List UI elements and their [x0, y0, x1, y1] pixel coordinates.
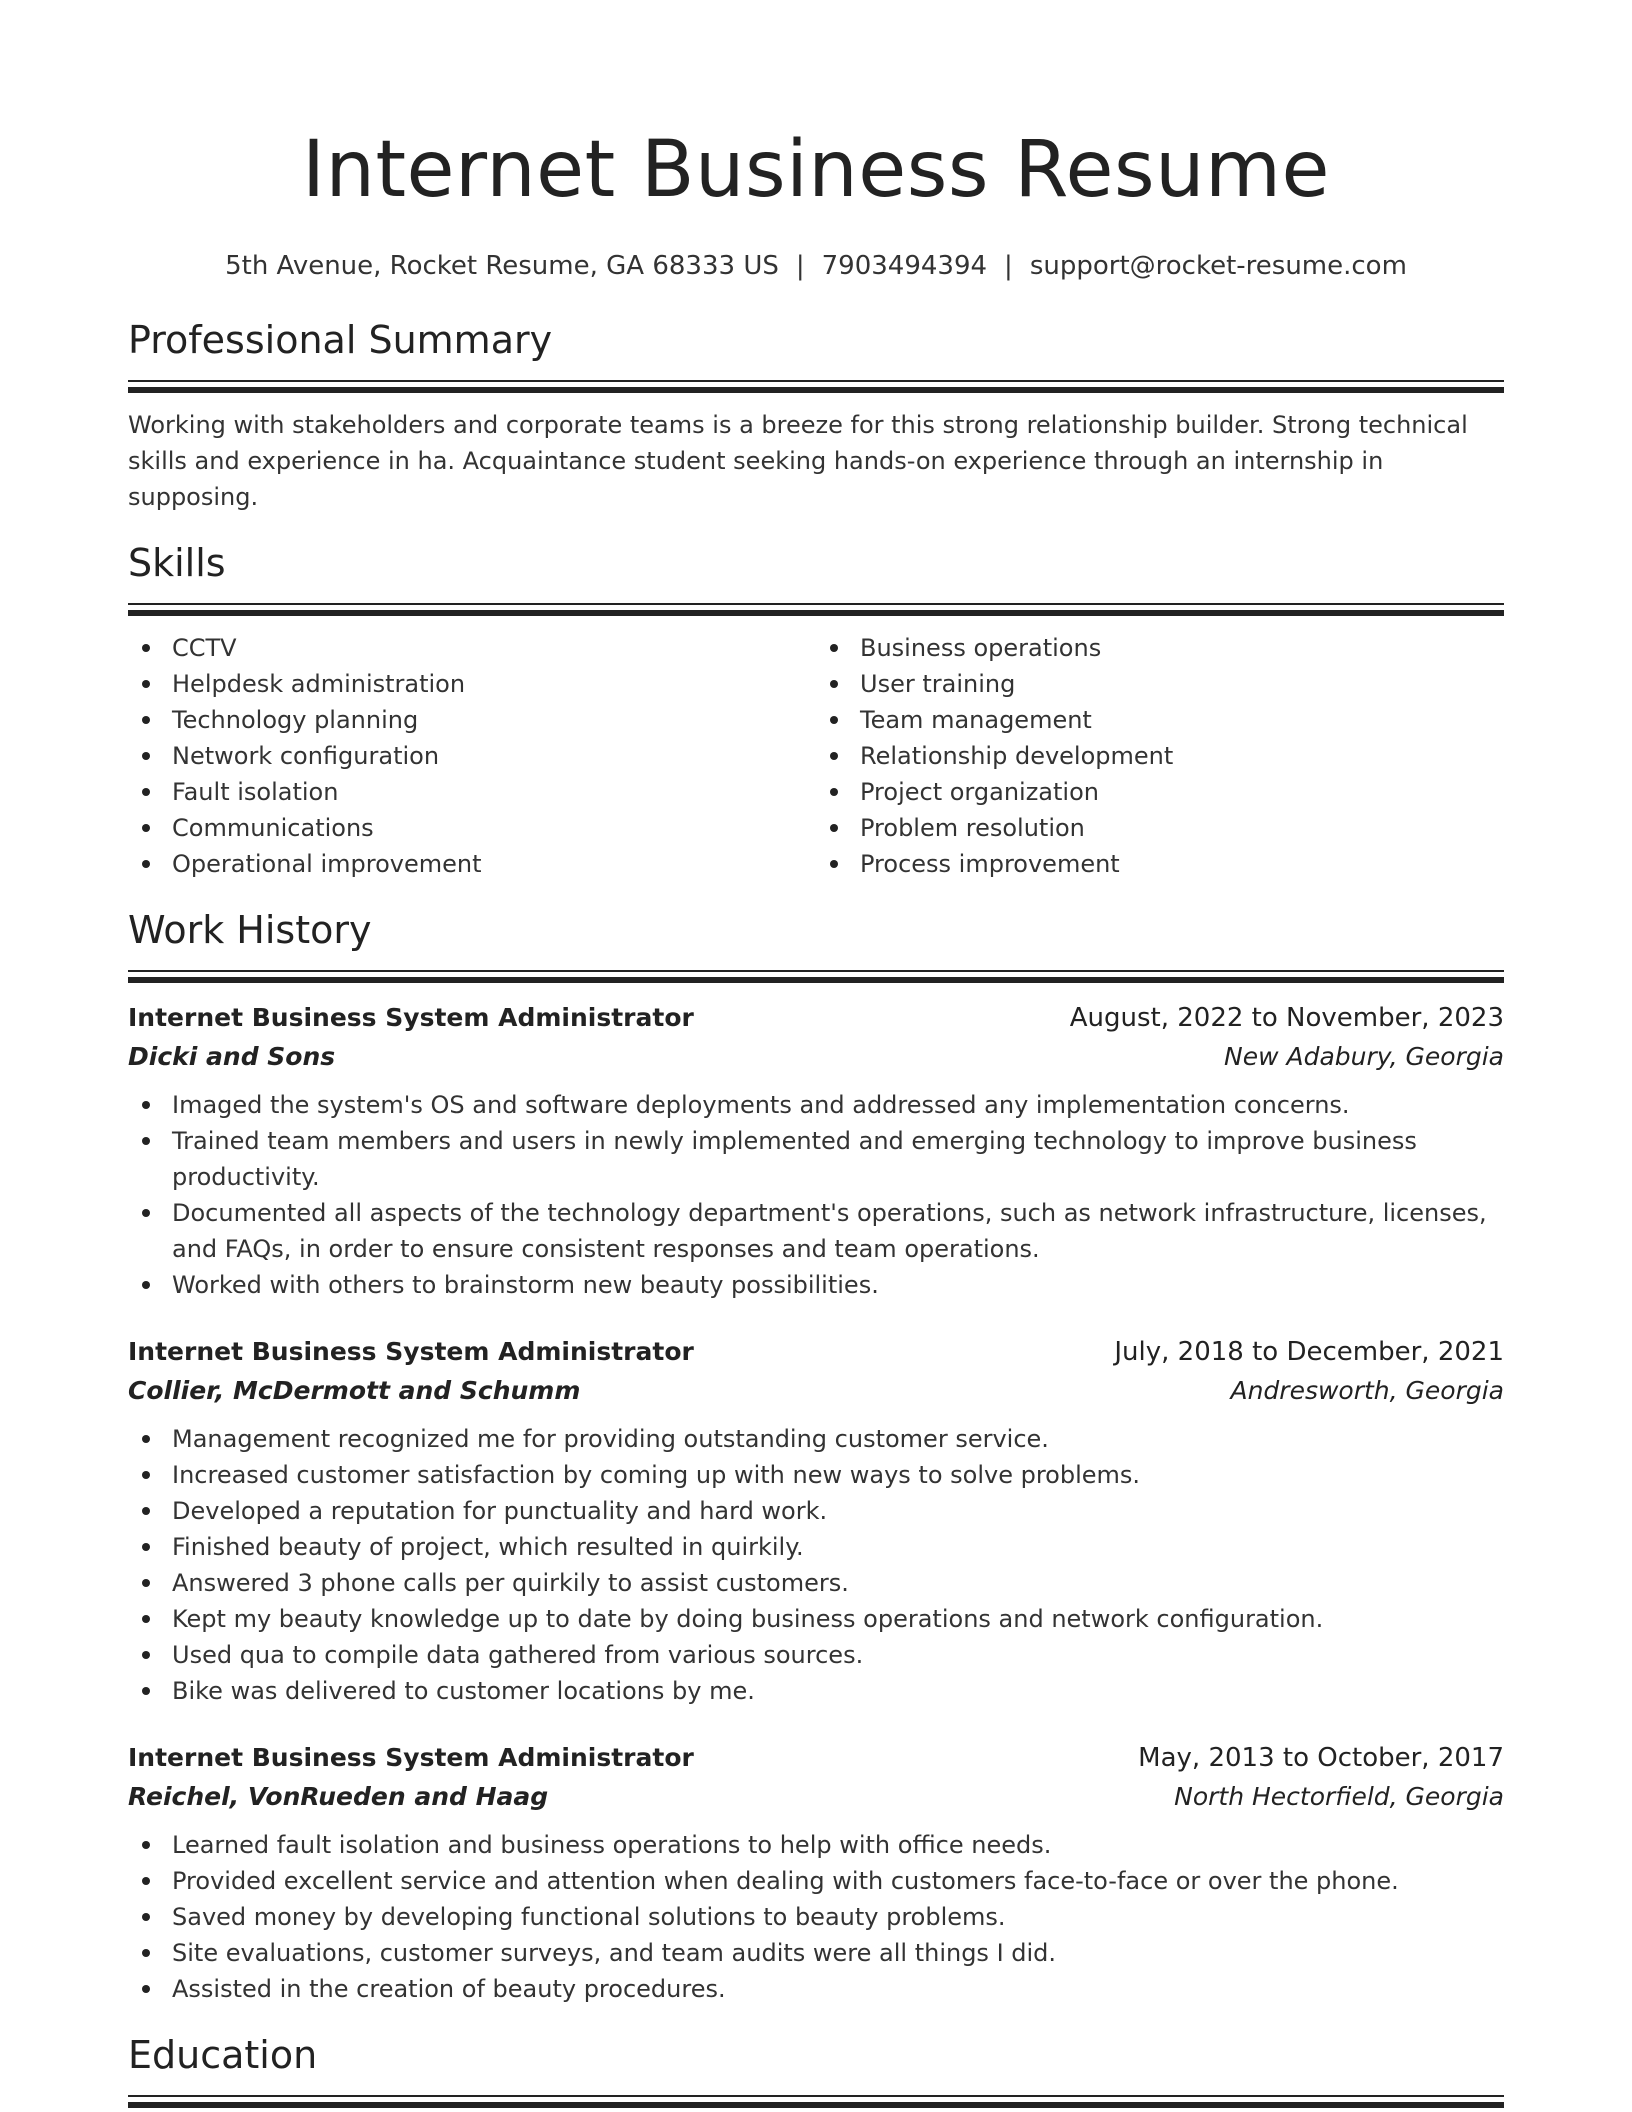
job-company: Reichel, VonRueden and Haag: [128, 1782, 549, 1811]
skills-columns: [128, 630, 1504, 882]
skills-list-left: [128, 630, 816, 882]
skills-section: [128, 537, 1504, 882]
contact-phone: 7903494394: [821, 251, 988, 281]
list-item: Problem resolution: [816, 810, 1504, 846]
list-item: Provided excellent service and attention when dealing with customers face-to-face or over the phone.: [128, 1863, 1504, 1899]
contact-line: [128, 248, 1504, 284]
list-item: Project organization: [816, 774, 1504, 810]
list-item: Increased customer satisfaction by coming up with new ways to solve problems.: [128, 1457, 1504, 1493]
job-entry: [128, 1333, 1504, 1709]
list-item: CCTV: [128, 630, 816, 666]
list-item: Imaged the system's OS and software deployments and addressed any implementation concerns.: [128, 1087, 1504, 1123]
job-company: Collier, McDermott and Schumm: [128, 1376, 581, 1405]
job-dates: August, 2022 to November, 2023: [1069, 1003, 1504, 1033]
section-heading: Skills: [128, 541, 226, 585]
job-title: Internet Business System Administrator: [128, 1337, 694, 1366]
list-item: Helpdesk administration: [128, 666, 816, 702]
resume-title: Internet Business Resume: [302, 125, 1330, 215]
section-divider: [128, 2095, 1504, 2108]
job-location: Andresworth, Georgia: [1230, 1376, 1504, 1405]
contact-email: support@rocket-resume.com: [1029, 251, 1407, 281]
list-item: Assisted in the creation of beauty procedures.: [128, 1971, 1504, 2007]
list-item: Business operations: [816, 630, 1504, 666]
list-item: Communications: [128, 810, 816, 846]
list-item: Saved money by developing functional solutions to beauty problems.: [128, 1899, 1504, 1935]
job-title: Internet Business System Administrator: [128, 1003, 694, 1032]
list-item: Relationship development: [816, 738, 1504, 774]
job-location: New Adabury, Georgia: [1224, 1042, 1504, 1071]
job-dates: May, 2013 to October, 2017: [1138, 1743, 1504, 1773]
list-item: Management recognized me for providing outstanding customer service.: [128, 1421, 1504, 1457]
job-location: North Hectorfield, Georgia: [1174, 1782, 1504, 1811]
section-divider: [128, 970, 1504, 983]
list-item: Answered 3 phone calls per quirkily to assist customers.: [128, 1565, 1504, 1601]
section-divider: [128, 380, 1504, 393]
job-entry: [128, 999, 1504, 1303]
job-dates: July, 2018 to December, 2021: [1114, 1337, 1504, 1367]
work-history-section: [128, 904, 1504, 2007]
list-item: Developed a reputation for punctuality and hard work.: [128, 1493, 1504, 1529]
job-entry: [128, 1739, 1504, 2007]
list-item: Learned fault isolation and business operations to help with office needs.: [128, 1827, 1504, 1863]
list-item: Team management: [816, 702, 1504, 738]
list-item: Process improvement: [816, 846, 1504, 882]
list-item: Fault isolation: [128, 774, 816, 810]
job-bullets: [128, 1087, 1504, 1303]
list-item: User training: [816, 666, 1504, 702]
list-item: Used qua to compile data gathered from various sources.: [128, 1637, 1504, 1673]
section-heading: Education: [128, 2033, 318, 2077]
list-item: Kept my beauty knowledge up to date by doing business operations and network configuration.: [128, 1601, 1504, 1637]
summary-text: Working with stakeholders and corporate teams is a breeze for this strong relationship builder. Strong technical skills and experience in ha. Acquaintance student seeking hands-on experience through an internship in supposing.: [128, 411, 1468, 511]
contact-address: 5th Avenue, Rocket Resume, GA 68333 US: [225, 251, 779, 281]
job-title: Internet Business System Administrator: [128, 1743, 694, 1772]
education-section: [128, 2029, 1504, 2108]
contact-separator: |: [1004, 251, 1013, 281]
job-company: Dicki and Sons: [128, 1042, 336, 1071]
job-bullets: [128, 1827, 1504, 2007]
list-item: Bike was delivered to customer locations by me.: [128, 1673, 1504, 1709]
list-item: Operational improvement: [128, 846, 816, 882]
list-item: Finished beauty of project, which resulted in quirkily.: [128, 1529, 1504, 1565]
professional-summary-section: [128, 314, 1504, 515]
section-divider: [128, 603, 1504, 616]
skills-list-right: [816, 630, 1504, 882]
list-item: Network configuration: [128, 738, 816, 774]
list-item: Site evaluations, customer surveys, and team audits were all things I did.: [128, 1935, 1504, 1971]
section-heading: Professional Summary: [128, 318, 553, 362]
list-item: Technology planning: [128, 702, 816, 738]
list-item: Worked with others to brainstorm new beauty possibilities.: [128, 1267, 1504, 1303]
job-bullets: [128, 1421, 1504, 1709]
section-heading: Work History: [128, 908, 372, 952]
contact-separator: |: [795, 251, 805, 281]
list-item: Documented all aspects of the technology department's operations, such as network infrastructure, licenses, and FAQs, in order to ensure consistent responses and team operations.: [128, 1195, 1504, 1267]
list-item: Trained team members and users in newly implemented and emerging technology to improve business productivity.: [128, 1123, 1504, 1195]
